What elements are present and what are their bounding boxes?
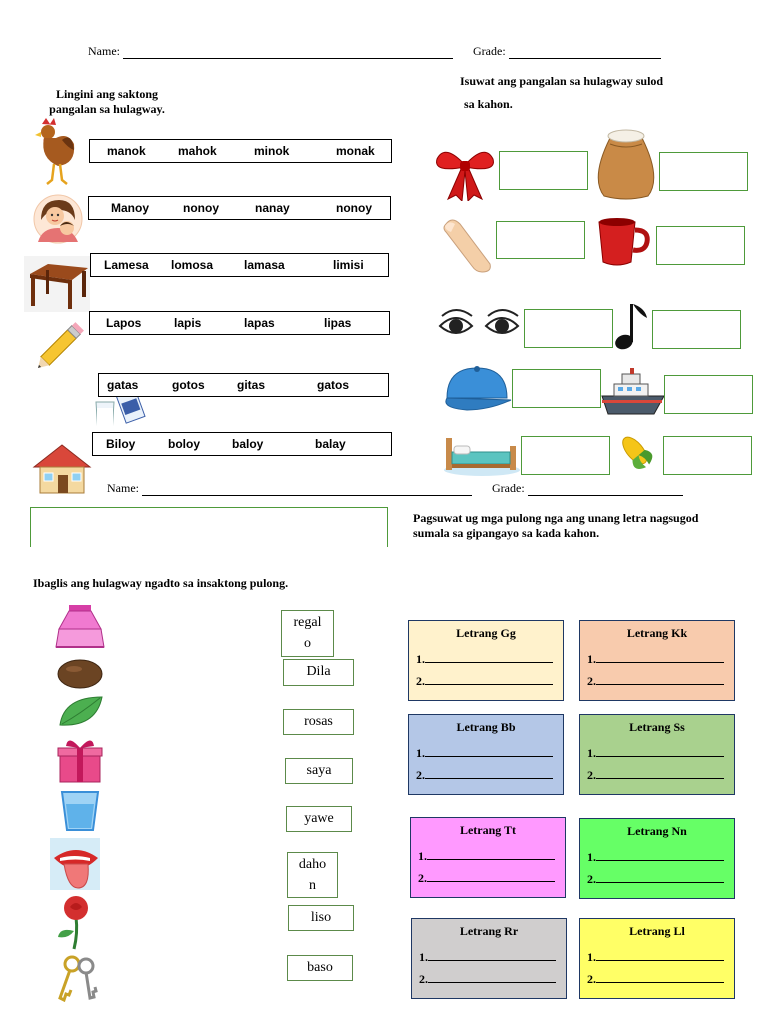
sack-picture <box>596 124 656 200</box>
ribbon-picture <box>434 145 496 201</box>
bed-answer-box[interactable] <box>521 436 610 475</box>
rooster-picture <box>30 114 78 188</box>
letter-card-bb <box>408 714 564 795</box>
letter-card-tt <box>410 817 566 898</box>
answer-line[interactable] <box>596 971 724 983</box>
letter-card-rr <box>411 918 567 999</box>
answer-line[interactable] <box>596 949 724 961</box>
choice-option[interactable]: Lamesa <box>104 258 149 272</box>
choice-row-3 <box>90 253 389 277</box>
skirt-icon <box>55 603 105 651</box>
eyes-picture <box>438 306 522 346</box>
bed-picture <box>442 430 520 478</box>
choice-option[interactable]: manok <box>107 144 146 158</box>
letter-card-number: 1. <box>587 746 596 760</box>
boat-icon <box>600 366 666 418</box>
word-box-dahon[interactable] <box>287 852 338 898</box>
boat-picture <box>600 366 666 418</box>
eyes-answer-box[interactable] <box>524 309 613 348</box>
choice-option[interactable]: gotos <box>172 378 205 392</box>
middle-instruction-line1: Pagsuwat ug mga pulong nga ang unang letra nagsugod <box>413 511 699 525</box>
letter-card-number: 2. <box>418 871 427 885</box>
corn-icon <box>614 432 658 472</box>
house-picture <box>32 443 92 495</box>
ribbon-answer-box[interactable] <box>499 151 588 190</box>
choice-option[interactable]: Lapos <box>106 316 142 330</box>
finger-picture <box>440 216 496 274</box>
letter-card-ll <box>579 918 735 999</box>
letter-card-title: Letrang Rr <box>459 924 519 938</box>
ribbon-icon <box>434 145 496 201</box>
letter-card-number: 1. <box>418 849 427 863</box>
right-instruction-line1: Isuwat ang pangalan sa hulagway sulod <box>460 74 664 88</box>
letter-card-number: 1. <box>587 652 596 666</box>
top-name-line <box>123 46 453 59</box>
rose-icon <box>54 895 98 951</box>
choice-option[interactable]: baloy <box>232 437 264 451</box>
choice-option[interactable]: lapas <box>244 316 275 330</box>
glass-icon <box>60 790 100 832</box>
tongue-icon <box>50 838 100 890</box>
answer-line[interactable] <box>425 767 553 779</box>
answer-line[interactable] <box>427 848 555 860</box>
choice-option[interactable]: gatos <box>317 378 350 392</box>
word-box-regalo[interactable] <box>281 610 334 657</box>
middle-grade-label: Grade: <box>492 481 525 495</box>
middle-grade-line <box>528 483 683 496</box>
letter-card-kk <box>579 620 735 701</box>
cap-answer-box[interactable] <box>512 369 601 408</box>
word-text-line2: o <box>304 636 311 651</box>
answer-line[interactable] <box>428 971 556 983</box>
middle-green-box[interactable] <box>30 507 388 547</box>
letter-card-title: Letrang Bb <box>456 720 516 734</box>
letter-card-number: 2. <box>587 972 596 986</box>
music-note-answer-box[interactable] <box>652 310 741 349</box>
letter-card-title: Letrang Kk <box>626 626 688 640</box>
choice-option[interactable]: mahok <box>178 144 217 158</box>
gift-icon <box>56 736 104 784</box>
letter-card-number: 2. <box>416 768 425 782</box>
letter-card-title: Letrang Tt <box>459 823 517 837</box>
word-box-saya[interactable] <box>285 758 353 784</box>
middle-name-row <box>107 481 707 496</box>
letter-card-nn <box>579 818 735 899</box>
mother-picture <box>33 194 83 244</box>
finger-icon <box>440 216 496 274</box>
letter-card-number: 1. <box>587 950 596 964</box>
word-box-liso[interactable] <box>288 905 354 931</box>
choice-option[interactable]: nonoy <box>183 201 219 215</box>
word-text-line1: regal <box>293 615 322 630</box>
letter-card-number: 1. <box>587 850 596 864</box>
rose-picture <box>54 895 98 951</box>
word-text-line2: n <box>309 878 316 893</box>
letter-card-title: Letrang Ss <box>629 720 685 734</box>
word-text-line1: daho <box>298 857 327 872</box>
middle-instruction-line2: sumala sa gipangayo sa kada kahon. <box>413 526 600 540</box>
choice-option[interactable]: lamasa <box>244 258 285 272</box>
choice-option[interactable]: Manoy <box>111 201 150 215</box>
keys-picture <box>52 954 104 1002</box>
choice-option[interactable]: gitas <box>237 378 266 392</box>
choice-row-1 <box>89 139 392 163</box>
leaf-icon <box>58 695 104 729</box>
choice-option[interactable]: boloy <box>168 437 200 451</box>
music-note-picture <box>614 300 648 352</box>
word-box-rosas[interactable] <box>283 709 354 735</box>
house-icon <box>32 443 92 495</box>
top-name-label: Name: <box>88 44 120 58</box>
tongue-picture <box>50 838 100 890</box>
letter-card-number: 1. <box>416 652 425 666</box>
letter-card-gg <box>408 620 564 701</box>
word-box-dila[interactable] <box>283 659 354 686</box>
choice-row-6 <box>92 432 392 456</box>
word-text-line1: yawe <box>304 811 334 826</box>
letter-card-title: Letrang Nn <box>627 824 687 838</box>
sack-answer-box[interactable] <box>659 152 748 191</box>
answer-line[interactable] <box>596 673 724 685</box>
choice-option[interactable]: Biloy <box>106 437 136 451</box>
skirt-picture <box>55 603 105 651</box>
finger-answer-box[interactable] <box>496 221 585 259</box>
middle-name-label: Name: <box>107 481 139 495</box>
word-text-line1: rosas <box>304 714 333 729</box>
letter-card-number: 2. <box>587 768 596 782</box>
letter-card-number: 2. <box>419 972 428 986</box>
middle-name-line <box>142 483 472 496</box>
letter-card-number: 2. <box>416 674 425 688</box>
letter-card-number: 2. <box>587 674 596 688</box>
corn-picture <box>614 432 658 472</box>
choice-option[interactable]: lomosa <box>171 258 214 272</box>
word-text-line1: baso <box>307 960 333 975</box>
table-picture <box>24 256 90 312</box>
word-text-line1: Dila <box>306 664 331 679</box>
choice-option[interactable]: nanay <box>255 201 290 215</box>
corn-answer-box[interactable] <box>663 436 752 475</box>
table-icon <box>24 256 90 312</box>
letter-card-number: 2. <box>587 872 596 886</box>
top-grade-line <box>509 46 661 59</box>
word-box-baso[interactable] <box>287 955 353 981</box>
choice-option[interactable]: limisi <box>333 258 364 272</box>
letter-card-number: 1. <box>416 746 425 760</box>
eyes-icon <box>438 306 522 346</box>
rooster-icon <box>30 114 78 188</box>
choice-option[interactable]: lipas <box>324 316 352 330</box>
answer-line[interactable] <box>596 651 724 663</box>
letter-card-ss <box>579 714 735 795</box>
music-note-icon <box>614 300 648 352</box>
cup-answer-box[interactable] <box>656 226 745 265</box>
choice-option[interactable]: minok <box>254 144 290 158</box>
word-box-yawe[interactable] <box>286 806 352 832</box>
choice-option[interactable]: gatas <box>107 378 139 392</box>
bed-icon <box>442 430 520 478</box>
answer-line[interactable] <box>428 949 556 961</box>
letter-card-title: Letrang Ll <box>629 924 685 938</box>
answer-line[interactable] <box>596 849 724 861</box>
word-text-line1: saya <box>306 763 332 778</box>
boat-answer-box[interactable] <box>664 375 753 414</box>
choice-row-4 <box>89 311 390 335</box>
choice-row-2 <box>88 196 391 220</box>
answer-line[interactable] <box>425 745 553 757</box>
answer-line[interactable] <box>596 871 724 883</box>
choice-option[interactable]: lapis <box>174 316 202 330</box>
top-name-row <box>88 44 688 59</box>
leaf-picture <box>58 695 104 729</box>
glass-picture <box>60 790 100 832</box>
cap-picture <box>441 364 513 416</box>
right-instruction-line2: sa kahon. <box>464 97 513 111</box>
mother-child-icon <box>33 194 83 244</box>
letter-card-number: 1. <box>419 950 428 964</box>
choice-option[interactable]: nonoy <box>336 201 372 215</box>
choice-row-5 <box>98 373 389 397</box>
cup-icon <box>595 216 651 268</box>
seed-icon <box>56 656 104 692</box>
sack-icon <box>596 124 656 200</box>
keys-icon <box>52 954 104 1002</box>
answer-line[interactable] <box>427 870 555 882</box>
pencil-picture <box>36 318 88 370</box>
left-instruction: Lingini ang saktong pangalan sa hulagway. <box>49 87 165 116</box>
gift-picture <box>56 736 104 784</box>
seed-picture <box>56 656 104 692</box>
answer-line[interactable] <box>596 745 724 757</box>
cap-icon <box>441 364 513 416</box>
answer-line[interactable] <box>425 673 553 685</box>
cup-picture <box>595 216 651 268</box>
answer-line[interactable] <box>596 767 724 779</box>
pencil-icon <box>36 318 88 370</box>
bottom-instruction: Ibaglis ang hulagway ngadto sa insaktong pulong. <box>33 576 289 590</box>
choice-option[interactable]: balay <box>315 437 346 451</box>
word-text-line1: liso <box>310 910 332 925</box>
answer-line[interactable] <box>425 651 553 663</box>
top-grade-label: Grade: <box>473 44 506 58</box>
choice-option[interactable]: monak <box>336 144 375 158</box>
letter-card-title: Letrang Gg <box>456 626 516 640</box>
